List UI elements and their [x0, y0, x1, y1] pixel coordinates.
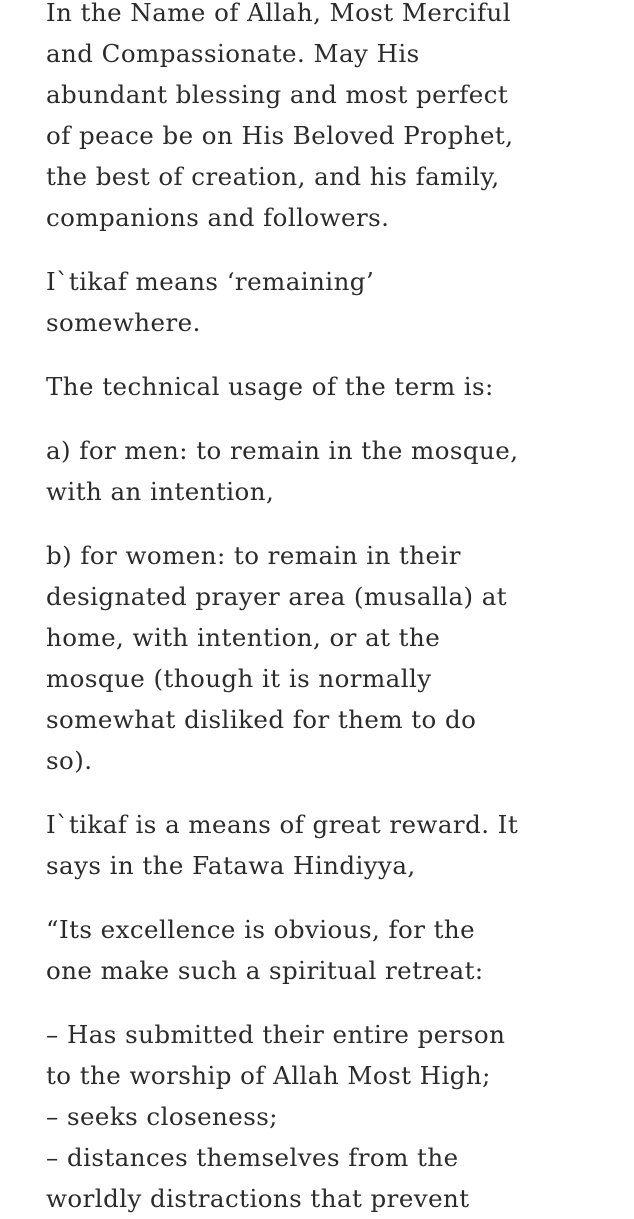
paragraph-women: b) for women: to remain in their designated prayer area (musalla) at home, with intention, or at the mosque (though it is normally somewhat disliked for them to do so).	[46, 541, 508, 775]
excellence-list	[46, 1014, 606, 1219]
paragraph-intro: In the Name of Allah, Most Merciful and Compassionate. May His abundant blessing and most perfect of peace be on His Beloved Prophet, the best of creation, and his family, companions and followers.	[46, 0, 514, 232]
list-item: – distances themselves from the worldly distractions that prevent	[46, 1143, 470, 1213]
paragraph-excellence-quote: “Its excellence is obvious, for the one make such a spiritual retreat:	[46, 915, 484, 985]
paragraph-technical-usage: The technical usage of the term is:	[46, 372, 494, 401]
paragraph-definition: I`tikaf means ‘remaining’ somewhere.	[46, 267, 375, 337]
paragraph-men: a) for men: to remain in the mosque, with an intention,	[46, 436, 519, 506]
list-item: – seeks closeness;	[46, 1102, 278, 1131]
article-body	[46, 0, 606, 1219]
paragraph-reward: I`tikaf is a means of great reward. It says in the Fatawa Hindiyya,	[46, 810, 519, 880]
list-item: – Has submitted their entire person to the worship of Allah Most High;	[46, 1020, 506, 1090]
